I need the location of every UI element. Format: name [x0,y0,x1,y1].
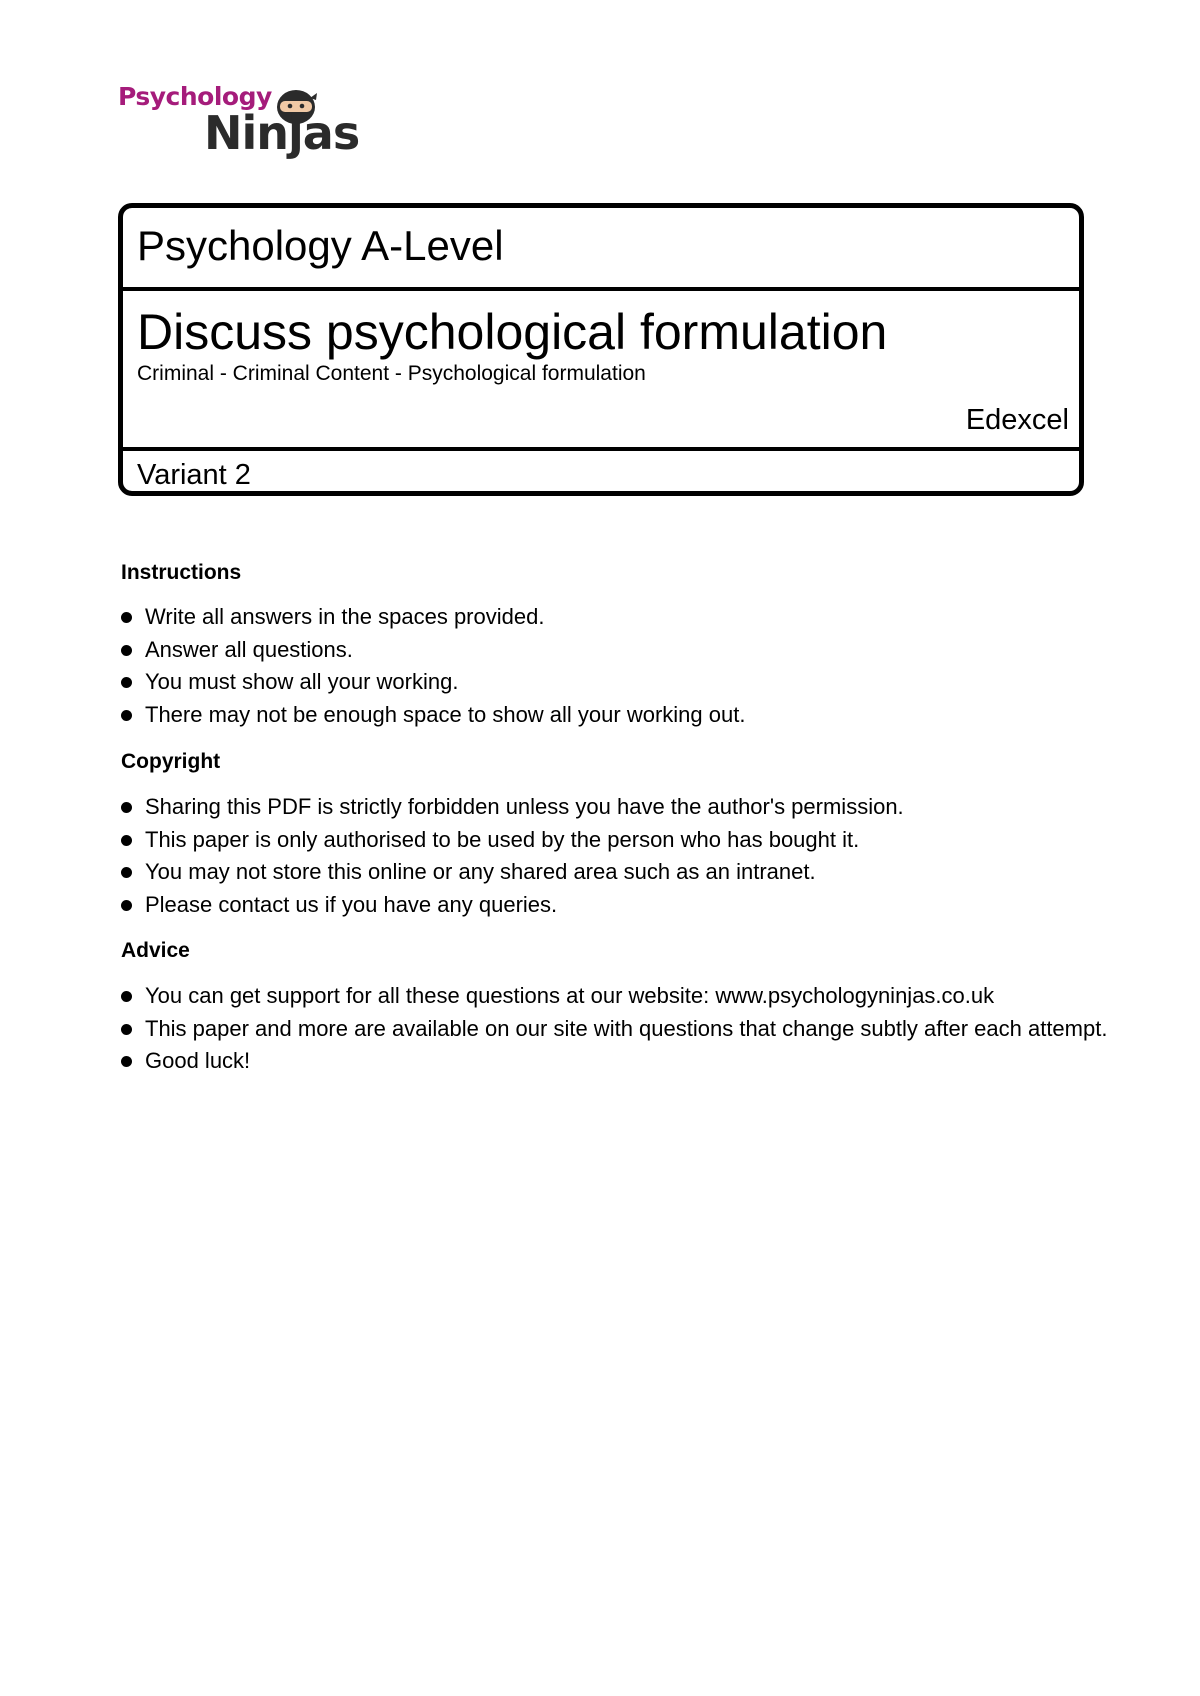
bullet-icon [121,1024,132,1035]
title-row [123,291,1079,451]
list-item: Sharing this PDF is strictly forbidden unless you have the author's permission. [121,791,1121,824]
bullet-icon [121,645,132,656]
bullet-icon [121,835,132,846]
bullet-icon [121,991,132,1002]
bullet-icon [121,802,132,813]
list-item: Good luck! [121,1045,1121,1078]
copyright-list [121,791,1121,921]
brand-logo [118,78,368,174]
bullet-icon [121,677,132,688]
list-item: Write all answers in the spaces provided. [121,601,1121,634]
variant-label: Variant 2 [137,459,251,491]
bullet-icon [121,710,132,721]
cover-box [118,203,1084,496]
advice-heading: Advice [121,939,190,962]
advice-list [121,980,1121,1078]
bullet-icon [121,867,132,878]
copyright-heading: Copyright [121,750,221,773]
exam-board: Edexcel [965,404,1069,436]
subject-title: Psychology A-Level [137,222,504,269]
list-item: Please contact us if you have any queries. [121,889,1121,922]
logo-text-top: Psychology [118,82,272,111]
list-item: You may not store this online or any shared area such as an intranet. [121,856,1121,889]
instructions-heading: Instructions [121,561,242,584]
list-item: This paper is only authorised to be used by the person who has bought it. [121,824,1121,857]
list-item: You can get support for all these questions at our website: www.psychologyninjas.co.uk [121,980,1121,1013]
bullet-icon [121,900,132,911]
list-item: This paper and more are available on our site with questions that change subtly after each attempt. [121,1013,1121,1046]
subject-row [123,208,1079,291]
variant-row [123,451,1079,491]
topic-breadcrumb: Criminal - Criminal Content - Psychological formulation [137,362,646,385]
paper-title: Discuss psychological formulation [137,304,888,360]
instructions-list [121,601,1121,731]
bullet-icon [121,1056,132,1067]
logo-text-bottom: Ninjas [204,106,360,160]
bullet-icon [121,612,132,623]
list-item: Answer all questions. [121,634,1121,667]
list-item: You must show all your working. [121,666,1121,699]
list-item: There may not be enough space to show all your working out. [121,699,1121,732]
